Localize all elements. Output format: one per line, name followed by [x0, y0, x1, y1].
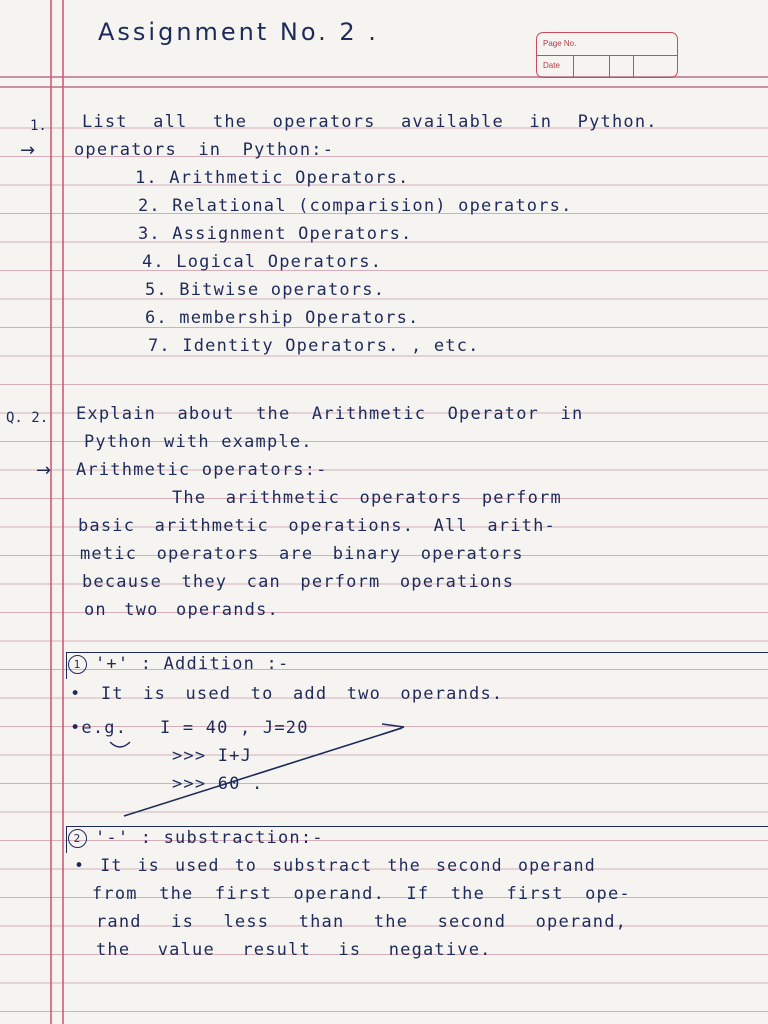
code-line: I = 40 , J=20: [160, 718, 309, 738]
question-1-number: 1.: [30, 118, 47, 134]
operator-list-item: 1. Arithmetic Operators.: [135, 168, 410, 188]
arithmetic-paragraph-line: on two operands.: [84, 600, 279, 620]
subtraction-line: rand is less than the second operand,: [96, 912, 628, 932]
strike-through-line: [124, 728, 402, 816]
circled-number-2: 2: [68, 829, 87, 848]
operator-list-item: 7. Identity Operators. , etc.: [148, 336, 480, 356]
arrow-icon: →: [20, 140, 36, 161]
operator-list-item: 6. membership Operators.: [145, 308, 420, 328]
operator-list-item: 5. Bitwise operators.: [145, 280, 386, 300]
arithmetic-paragraph-line: The arithmetic operators perform: [172, 488, 562, 508]
operator-list-item: 3. Assignment Operators.: [138, 224, 413, 244]
question-1-text: List all the operators available in Python.: [82, 112, 658, 132]
page-no-label: Page No.: [543, 39, 577, 48]
subtraction-line: from the first operand. If the first ope-: [92, 884, 631, 904]
addition-bullet: • It is used to add two operands.: [70, 684, 504, 704]
question-1-answer-heading: operators in Python:-: [74, 140, 335, 160]
date-label: Date: [543, 61, 560, 70]
arithmetic-paragraph-line: because they can perform operations: [82, 572, 515, 592]
example-label: •e.g.: [70, 718, 128, 738]
subtraction-line: • It is used to substract the second operand: [74, 856, 596, 875]
subtraction-line: the value result is negative.: [96, 940, 492, 960]
code-line: >>> 60 .: [172, 774, 264, 794]
question-2-number: Q. 2.: [6, 410, 49, 426]
question-2-text-line2: Python with example.: [84, 432, 313, 452]
question-2-text-line1: Explain about the Arithmetic Operator in: [76, 404, 584, 424]
arrow-icon: →: [36, 460, 52, 481]
page-title: Assignment No. 2 .: [98, 18, 379, 46]
arithmetic-heading: Arithmetic operators:-: [76, 460, 328, 480]
arithmetic-paragraph-line: basic arithmetic operations. All arith-: [78, 516, 556, 536]
operator-list-item: 4. Logical Operators.: [142, 252, 383, 272]
arithmetic-paragraph-line: metic operators are binary operators: [80, 544, 524, 564]
subtraction-heading-text: '-' : substraction:-: [95, 828, 324, 848]
addition-heading-text: '+' : Addition :-: [95, 654, 290, 674]
code-line: >>> I+J: [172, 746, 253, 766]
example-underline: [110, 742, 130, 747]
subtraction-heading: [68, 828, 324, 848]
circled-number-1: 1: [68, 655, 87, 674]
operator-list-item: 2. Relational (comparision) operators.: [138, 196, 573, 216]
